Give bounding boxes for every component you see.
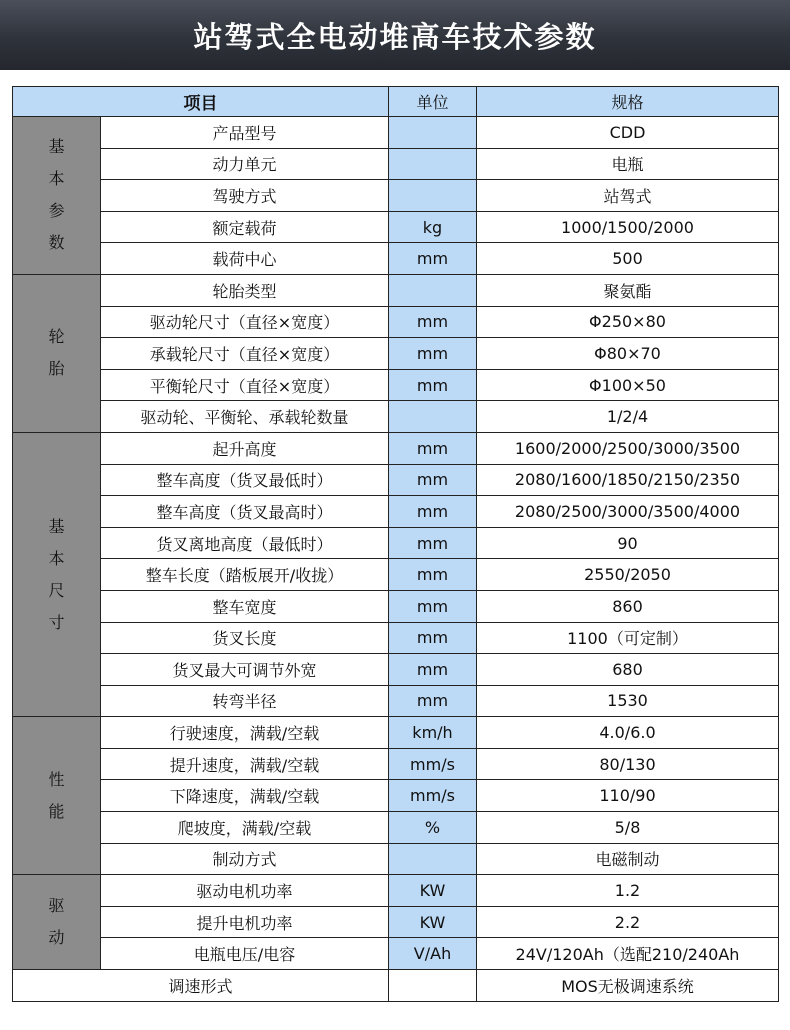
- group-label-char: 胎: [48, 359, 65, 379]
- group-label: [13, 875, 101, 970]
- row-label: 额定载荷: [101, 211, 389, 243]
- row-label: 货叉长度: [101, 622, 389, 654]
- table-row: [13, 464, 779, 496]
- footer-unit: [389, 970, 477, 1002]
- row-label: 下降速度，满载/空载: [101, 780, 389, 812]
- table-row-footer: [13, 970, 779, 1002]
- row-label: 起升高度: [101, 432, 389, 464]
- group-label: [13, 274, 101, 432]
- row-unit: KW: [389, 906, 477, 938]
- group-label-char: 尺: [48, 580, 65, 600]
- row-label: 驱动电机功率: [101, 875, 389, 907]
- row-value: 24V/120Ah（选配210/240Ah: [477, 938, 779, 970]
- table-header-row: [13, 87, 779, 117]
- table-row: [13, 622, 779, 654]
- row-value: Φ80×70: [477, 338, 779, 370]
- table-row: [13, 338, 779, 370]
- row-value: 2080/2500/3000/3500/4000: [477, 496, 779, 528]
- table-row: [13, 180, 779, 212]
- row-label: 轮胎类型: [101, 274, 389, 306]
- row-label: 转弯半径: [101, 685, 389, 717]
- row-unit: mm: [389, 654, 477, 686]
- row-value: CDD: [477, 117, 779, 149]
- row-label: 爬坡度，满载/空载: [101, 812, 389, 844]
- row-unit: mm: [389, 243, 477, 275]
- table-row: [13, 559, 779, 591]
- row-value: 1100（可定制）: [477, 622, 779, 654]
- group-label-char: 动: [48, 928, 65, 948]
- row-unit: [389, 401, 477, 433]
- row-unit: mm: [389, 685, 477, 717]
- row-value: 1.2: [477, 875, 779, 907]
- row-label: 货叉最大可调节外宽: [101, 654, 389, 686]
- group-label-char: 寸: [48, 612, 65, 632]
- group-label-char: 轮: [48, 327, 65, 347]
- header-spec: 规格: [477, 87, 779, 117]
- table-row: [13, 117, 779, 149]
- group-label-char: 能: [48, 801, 65, 821]
- table-row: [13, 780, 779, 812]
- group-label-char: 数: [48, 233, 65, 253]
- row-unit: mm: [389, 590, 477, 622]
- table-row: [13, 685, 779, 717]
- row-unit: [389, 180, 477, 212]
- group-label-char: 基: [48, 137, 65, 157]
- row-unit: mm: [389, 622, 477, 654]
- row-value: 1530: [477, 685, 779, 717]
- row-label: 电瓶电压/电容: [101, 938, 389, 970]
- table-row: [13, 938, 779, 970]
- table-body: [13, 117, 779, 1002]
- row-value: 电瓶: [477, 148, 779, 180]
- row-value: 860: [477, 590, 779, 622]
- table-row: [13, 369, 779, 401]
- row-unit: KW: [389, 875, 477, 907]
- table-row: [13, 527, 779, 559]
- row-label: 行驶速度，满载/空载: [101, 717, 389, 749]
- row-value: 站驾式: [477, 180, 779, 212]
- table-row: [13, 843, 779, 875]
- table-row: [13, 211, 779, 243]
- row-unit: [389, 148, 477, 180]
- row-value: 500: [477, 243, 779, 275]
- spec-table: [12, 86, 779, 1002]
- table-row: [13, 243, 779, 275]
- row-unit: mm: [389, 338, 477, 370]
- table-row: [13, 717, 779, 749]
- row-unit: mm: [389, 527, 477, 559]
- row-label: 平衡轮尺寸（直径×宽度）: [101, 369, 389, 401]
- row-unit: [389, 843, 477, 875]
- row-value: 1000/1500/2000: [477, 211, 779, 243]
- row-value: Φ250×80: [477, 306, 779, 338]
- row-label: 承载轮尺寸（直径×宽度）: [101, 338, 389, 370]
- row-label: 货叉离地高度（最低时）: [101, 527, 389, 559]
- row-value: 80/130: [477, 748, 779, 780]
- row-value: 2080/1600/1850/2150/2350: [477, 464, 779, 496]
- group-label-char: 基: [48, 516, 65, 536]
- row-label: 制动方式: [101, 843, 389, 875]
- group-label-char: 本: [48, 548, 65, 568]
- row-label: 产品型号: [101, 117, 389, 149]
- row-value: 聚氨酯: [477, 274, 779, 306]
- row-label: 提升电机功率: [101, 906, 389, 938]
- row-unit: V/Ah: [389, 938, 477, 970]
- group-label-char: 性: [48, 769, 65, 789]
- row-unit: mm: [389, 306, 477, 338]
- table-row: [13, 274, 779, 306]
- row-label: 整车高度（货叉最低时）: [101, 464, 389, 496]
- row-value: 电磁制动: [477, 843, 779, 875]
- row-value: 90: [477, 527, 779, 559]
- row-unit: mm/s: [389, 780, 477, 812]
- table-row: [13, 432, 779, 464]
- row-unit: mm/s: [389, 748, 477, 780]
- table-row: [13, 401, 779, 433]
- group-label-char: 本: [48, 169, 65, 189]
- row-unit: [389, 274, 477, 306]
- row-unit: [389, 117, 477, 149]
- group-label: [13, 117, 101, 275]
- page-title: 站驾式全电动堆高车技术参数: [193, 19, 597, 54]
- row-value: 4.0/6.0: [477, 717, 779, 749]
- table-row: [13, 590, 779, 622]
- group-label: [13, 717, 101, 875]
- header-item: 项目: [13, 87, 389, 117]
- footer-label: 调速形式: [13, 970, 389, 1002]
- row-label: 载荷中心: [101, 243, 389, 275]
- group-label-char: 驱: [48, 896, 65, 916]
- row-unit: mm: [389, 559, 477, 591]
- row-label: 驱动轮尺寸（直径×宽度）: [101, 306, 389, 338]
- row-unit: mm: [389, 432, 477, 464]
- row-value: 110/90: [477, 780, 779, 812]
- row-value: 1600/2000/2500/3000/3500: [477, 432, 779, 464]
- row-value: 680: [477, 654, 779, 686]
- row-value: 2550/2050: [477, 559, 779, 591]
- row-value: Φ100×50: [477, 369, 779, 401]
- table-row: [13, 748, 779, 780]
- row-unit: km/h: [389, 717, 477, 749]
- group-label-char: 参: [48, 201, 65, 221]
- row-label: 动力单元: [101, 148, 389, 180]
- row-label: 整车长度（踏板展开/收拢）: [101, 559, 389, 591]
- row-value: 2.2: [477, 906, 779, 938]
- table-row: [13, 306, 779, 338]
- row-unit: kg: [389, 211, 477, 243]
- table-row: [13, 906, 779, 938]
- row-value: 1/2/4: [477, 401, 779, 433]
- table-row: [13, 496, 779, 528]
- title-banner: [0, 0, 790, 70]
- row-unit: mm: [389, 369, 477, 401]
- row-unit: mm: [389, 496, 477, 528]
- row-unit: %: [389, 812, 477, 844]
- row-label: 驾驶方式: [101, 180, 389, 212]
- table-row: [13, 812, 779, 844]
- row-label: 提升速度，满载/空载: [101, 748, 389, 780]
- row-label: 整车宽度: [101, 590, 389, 622]
- row-value: 5/8: [477, 812, 779, 844]
- header-unit: 单位: [389, 87, 477, 117]
- row-unit: mm: [389, 464, 477, 496]
- row-label: 驱动轮、平衡轮、承载轮数量: [101, 401, 389, 433]
- table-row: [13, 875, 779, 907]
- table-row: [13, 654, 779, 686]
- table-row: [13, 148, 779, 180]
- row-label: 整车高度（货叉最高时）: [101, 496, 389, 528]
- footer-value: MOS无极调速系统: [477, 970, 779, 1002]
- group-label: [13, 432, 101, 716]
